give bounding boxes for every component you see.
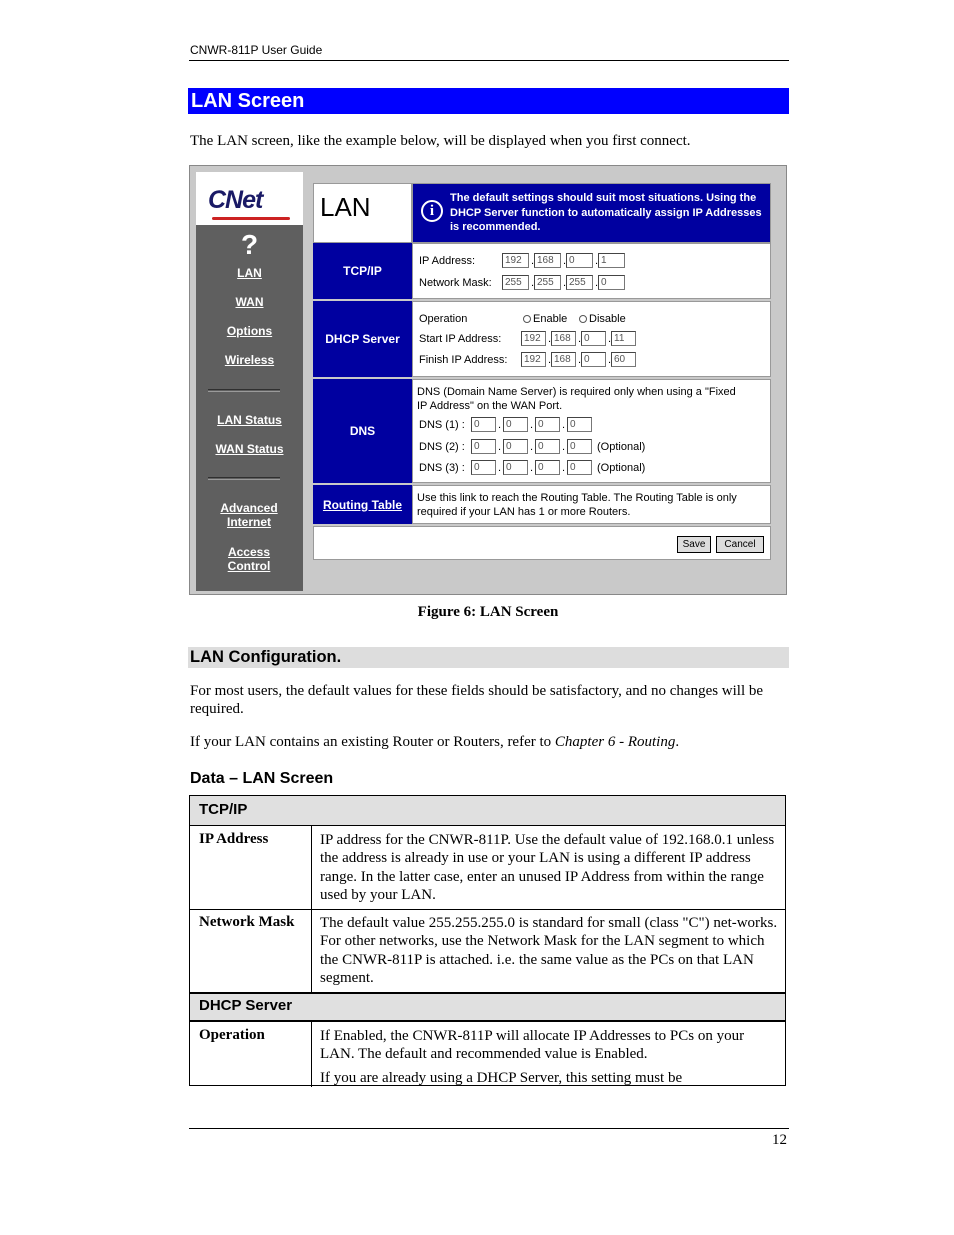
column-divider	[311, 825, 312, 1087]
ip-octet-1[interactable]: 192	[502, 253, 529, 268]
dns2-octet-1[interactable]: 0	[471, 439, 496, 454]
row-name-network-mask: Network Mask	[199, 914, 295, 930]
table-group-dhcp: DHCP Server	[190, 994, 785, 1021]
operation-label: Operation	[419, 313, 468, 325]
ip-octet-3[interactable]: 0	[566, 253, 593, 268]
figure-caption: Figure 6: LAN Screen	[417, 604, 559, 620]
ip-octet-4[interactable]: 1	[598, 253, 625, 268]
chapter-reference: Chapter 6 - Routing	[554, 734, 676, 750]
sidebar-item-wan[interactable]: WAN	[235, 295, 264, 309]
finish-octet-1[interactable]: 192	[521, 352, 546, 367]
network-mask-label: Network Mask:	[419, 277, 492, 289]
dns2-octet-2[interactable]: 0	[503, 439, 528, 454]
info-icon: i	[421, 200, 443, 222]
sidebar-item-advanced-internet[interactable]: Advanced Internet	[220, 501, 278, 529]
subsection-title: LAN Configuration.	[188, 647, 789, 668]
page-title: LAN	[320, 192, 371, 222]
sidebar-item-wan-status[interactable]: WAN Status	[215, 442, 284, 456]
mask-octet-3[interactable]: 255	[566, 275, 593, 290]
cancel-button[interactable]: Cancel	[716, 536, 764, 553]
ip-octet-2[interactable]: 168	[534, 253, 561, 268]
logo-area	[196, 172, 303, 225]
section-title: LAN Screen	[188, 88, 789, 114]
start-octet-3[interactable]: 0	[581, 331, 606, 346]
tcpip-panel: IP Address: 192 . 168 . 0 . 1 Network Mask: 255 . 255 . 255 . 0	[412, 243, 771, 299]
dns1-octet-2[interactable]: 0	[503, 417, 528, 432]
routing-text: Use this link to reach the Routing Table. The Routing Table is only required if your LAN has 1 or more Routers.	[417, 492, 737, 518]
dns3-label: DNS (3) :	[419, 462, 465, 474]
dns1-octet-4[interactable]: 0	[567, 417, 592, 432]
table-group-tcpip: TCP/IP	[190, 796, 785, 825]
enable-radio[interactable]: Enable	[523, 312, 567, 326]
dns2-octet-3[interactable]: 0	[535, 439, 560, 454]
sidebar-nav	[196, 225, 303, 591]
dhcp-panel: Operation Enable Disable Start IP Address: 192 . 168 . 0 . 11 Finish IP Address: 192 . 168 . 0 . 60	[412, 301, 771, 377]
row-name-operation: Operation	[199, 1027, 265, 1043]
sidebar-item-lan-status[interactable]: LAN Status	[217, 413, 282, 427]
header-rule	[189, 60, 789, 61]
nav-separator	[208, 389, 280, 392]
dns3-octet-4[interactable]: 0	[567, 460, 592, 475]
page-title-panel	[313, 183, 412, 243]
footer-rule	[189, 1128, 789, 1129]
finish-octet-2[interactable]: 168	[551, 352, 576, 367]
radio-icon	[579, 315, 587, 323]
finish-ip-label: Finish IP Address:	[419, 354, 508, 366]
finish-octet-4[interactable]: 60	[611, 352, 636, 367]
finish-octet-3[interactable]: 0	[581, 352, 606, 367]
running-header: CNWR-811P User Guide	[190, 43, 323, 57]
mask-octet-1[interactable]: 255	[502, 275, 529, 290]
data-table	[189, 795, 786, 1086]
sidebar-item-options[interactable]: Options	[226, 324, 273, 338]
sidebar-item-lan[interactable]: LAN	[237, 266, 262, 280]
mask-octet-2[interactable]: 255	[534, 275, 561, 290]
dns3-optional: (Optional)	[597, 462, 646, 474]
row-desc-operation: If Enabled, the CNWR-811P will allocate IP Addresses to PCs on your LAN. The default and recommended value is Enabled.	[320, 1028, 745, 1063]
lan-screen-figure	[189, 165, 787, 595]
dns2-octet-4[interactable]: 0	[567, 439, 592, 454]
start-octet-4[interactable]: 11	[611, 331, 636, 346]
row-desc-network-mask: The default value 255.255.255.0 is standard for small (class "C") net-works. For other networks, use the Network Mask for the LAN segment to which the CNWR-811P is attached. i.e. the same value as the PCs on that LAN segment.	[320, 915, 778, 986]
dns-label: DNS	[313, 379, 412, 483]
info-banner	[412, 183, 771, 243]
paragraph-routing: If your LAN contains an existing Router or Routers, refer to Chapter 6 - Routing.	[190, 734, 680, 750]
row-desc-operation-cont: If you are already using a DHCP Server, this setting must be	[320, 1070, 683, 1086]
dns3-octet-2[interactable]: 0	[503, 460, 528, 475]
info-text: The default settings should suit most situations. Using the DHCP Server function to automatically assign IP Addresses is recommended.	[450, 192, 762, 233]
dns-note: DNS (Domain Name Server) is required only when using a "Fixed IP Address" on the WAN Port.	[417, 386, 736, 412]
row-desc-ip-address: IP address for the CNWR-811P. Use the default value of 192.168.0.1 unless the address is already in use or your LAN is using a different IP address range. In the latter case, enter an unused IP Address from within the range used by your LAN.	[320, 832, 775, 903]
dns-panel: DNS (Domain Name Server) is required only when using a "Fixed IP Address" on the WAN Port. DNS (1) : 0 . 0 . 0 . 0 DNS (2) : 0 . 0 . 0 . 0 (Optional) DNS (3) : 0 . 0 . 0 . 0 (Optional)	[412, 379, 771, 483]
dns2-optional: (Optional)	[597, 441, 646, 453]
tcpip-label: TCP/IP	[313, 243, 412, 299]
page-number: 12	[772, 1132, 787, 1148]
dhcp-label: DHCP Server	[313, 301, 412, 377]
paragraph-defaults: For most users, the default values for these fields should be satisfactory, and no changes will be required.	[190, 683, 764, 717]
cnet-logo: CNet	[208, 186, 263, 214]
intro-text: The LAN screen, like the example below, will be displayed when you first connect.	[190, 133, 691, 149]
dns1-octet-1[interactable]: 0	[471, 417, 496, 432]
sidebar-item-access-control[interactable]: Access Control	[227, 545, 271, 573]
radio-icon	[523, 315, 531, 323]
buttons-panel	[313, 526, 771, 560]
mask-octet-4[interactable]: 0	[598, 275, 625, 290]
sidebar-item-wireless[interactable]: Wireless	[224, 353, 275, 367]
start-octet-1[interactable]: 192	[521, 331, 546, 346]
disable-radio[interactable]: Disable	[579, 312, 626, 326]
dns3-octet-3[interactable]: 0	[535, 460, 560, 475]
dns1-octet-3[interactable]: 0	[535, 417, 560, 432]
table-title: Data – LAN Screen	[190, 770, 334, 787]
save-button[interactable]: Save	[677, 536, 711, 553]
routing-panel	[412, 485, 771, 524]
logo-swoosh	[212, 217, 290, 220]
start-ip-label: Start IP Address:	[419, 333, 502, 345]
routing-table-link[interactable]: Routing Table	[313, 485, 412, 524]
help-icon[interactable]: ?	[240, 229, 259, 260]
ip-address-label: IP Address:	[419, 255, 476, 267]
dns1-label: DNS (1) :	[419, 419, 465, 431]
dns2-label: DNS (2) :	[419, 441, 465, 453]
start-octet-2[interactable]: 168	[551, 331, 576, 346]
row-name-ip-address: IP Address	[199, 831, 269, 847]
nav-separator	[208, 477, 280, 480]
dns3-octet-1[interactable]: 0	[471, 460, 496, 475]
